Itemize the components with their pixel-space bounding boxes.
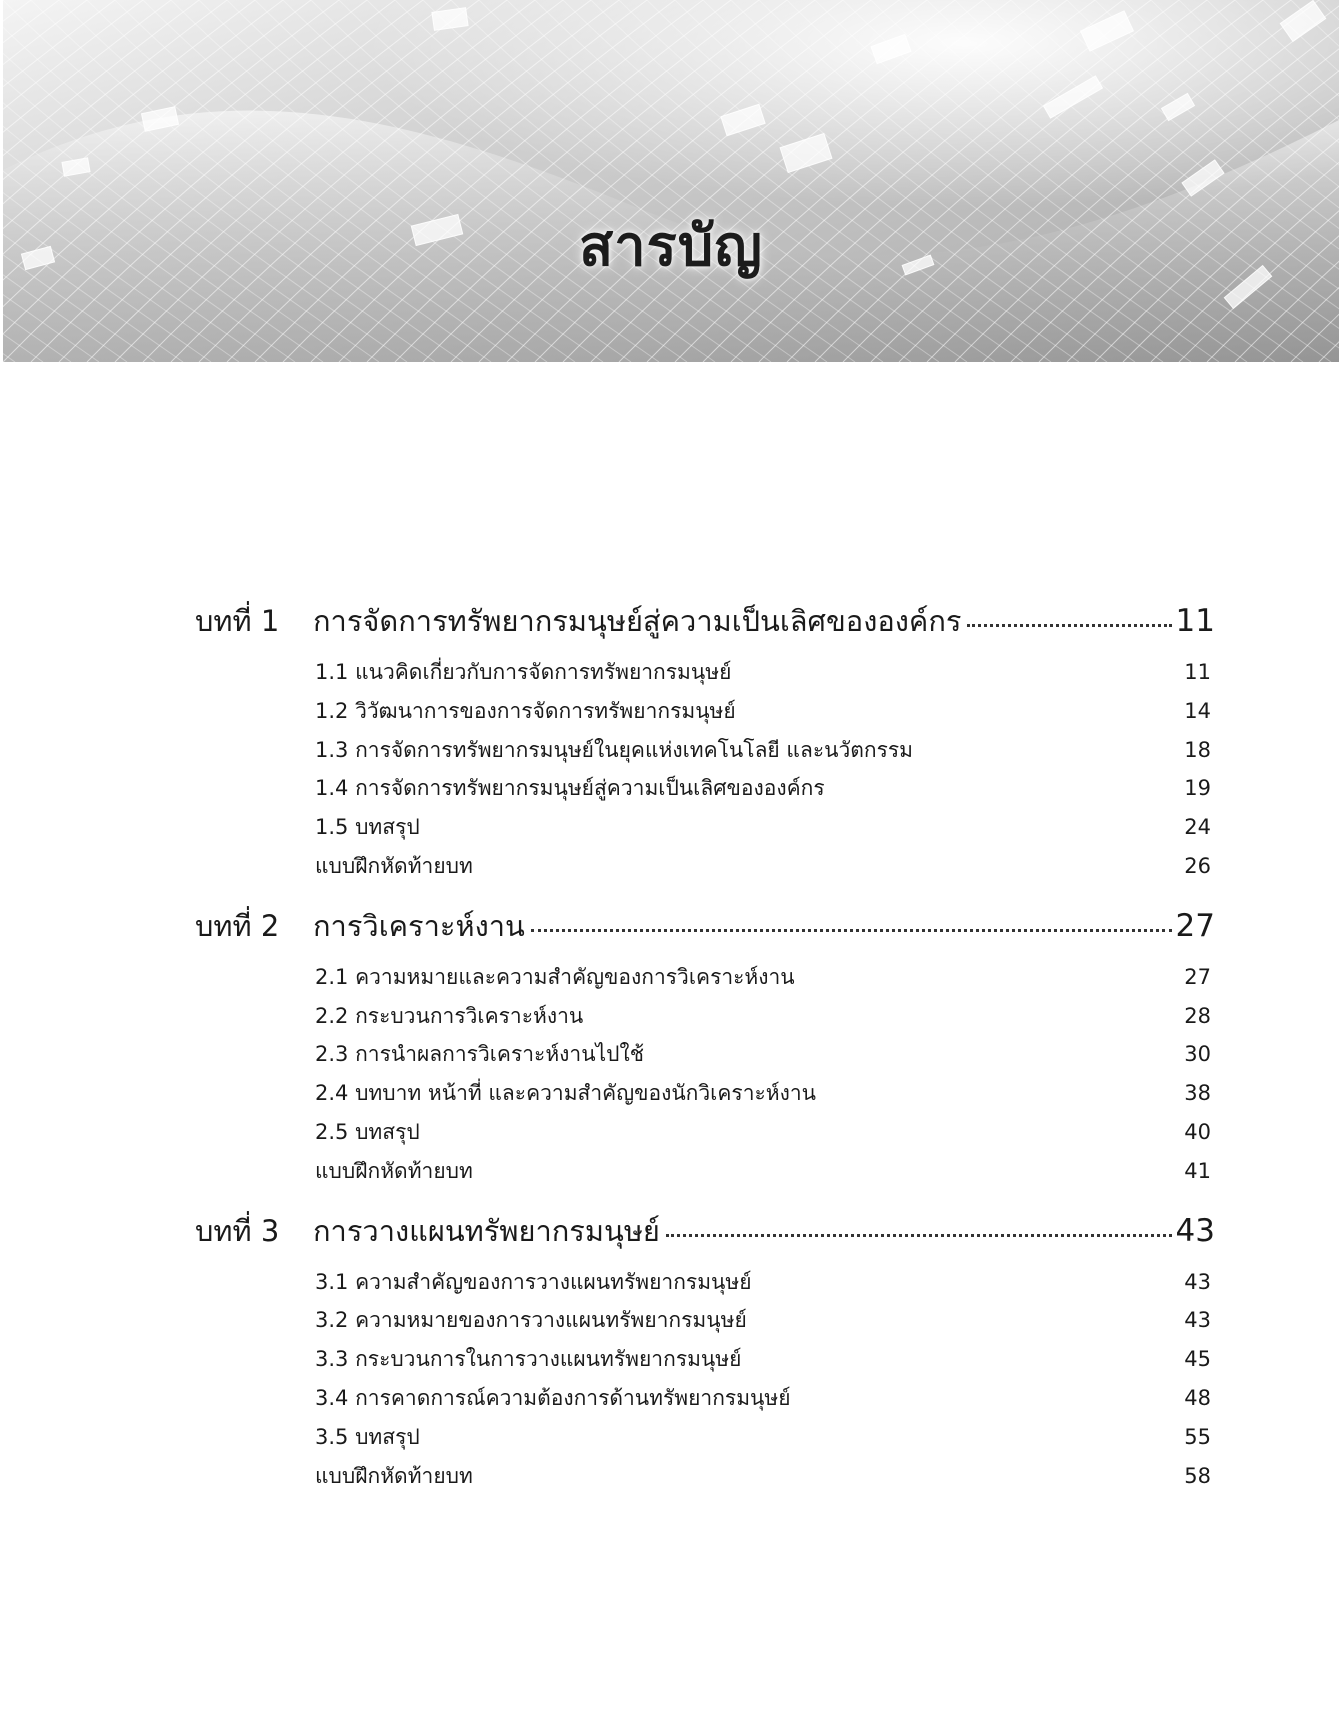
section-page-number: 40 — [1184, 1119, 1211, 1144]
section-title: 1.4 การจัดการทรัพยากรมนุษย์สู่ความเป็นเลิศขององค์กร — [315, 776, 825, 801]
section-item[interactable] — [195, 1038, 1215, 1077]
section-page-number: 18 — [1184, 737, 1211, 762]
section-page-number: 19 — [1184, 776, 1211, 801]
section-title: 3.4 การคาดการณ์ความต้องการด้านทรัพยากรมนุษย์ — [315, 1385, 791, 1410]
chapter-page-number: 27 — [1175, 907, 1215, 944]
section-page-number: 48 — [1184, 1385, 1211, 1410]
chapter-page-number: 11 — [1175, 603, 1215, 639]
section-page-number: 38 — [1184, 1081, 1211, 1106]
section-item[interactable] — [195, 811, 1215, 850]
table-of-contents — [195, 598, 1215, 1512]
chapter-label: บทที่ 1 — [195, 604, 280, 638]
section-title: 1.2 วิวัฒนาการของการจัดการทรัพยากรมนุษย์ — [315, 698, 736, 723]
section-list — [195, 656, 1215, 889]
dot-leader — [666, 1234, 1172, 1237]
section-item[interactable] — [195, 1460, 1215, 1499]
chapter-title: การจัดการทรัพยากรมนุษย์สู่ความเป็นเลิศขององค์กร — [313, 604, 962, 638]
section-page-number: 24 — [1184, 815, 1211, 840]
section-page-number: 30 — [1184, 1042, 1211, 1067]
section-item[interactable] — [195, 1304, 1215, 1343]
section-title: 2.2 กระบวนการวิเคราะห์งาน — [315, 1003, 584, 1028]
section-item[interactable] — [195, 1382, 1215, 1421]
section-page-number: 11 — [1184, 660, 1211, 684]
section-item[interactable] — [195, 1155, 1215, 1194]
section-page-number: 43 — [1184, 1269, 1211, 1294]
section-item[interactable] — [195, 1266, 1215, 1305]
banner-background — [3, 0, 1339, 362]
section-list — [195, 961, 1215, 1194]
page-title: สารบัญ — [579, 214, 763, 279]
dot-leader — [967, 624, 1171, 627]
chapter-label: บทที่ 2 — [195, 908, 280, 943]
section-item[interactable] — [195, 1000, 1215, 1039]
section-item[interactable] — [195, 961, 1215, 1000]
section-title: แบบฝึกหัดท้ายบท — [315, 853, 473, 878]
header-banner — [3, 0, 1339, 362]
section-page-number: 45 — [1184, 1347, 1211, 1372]
chapter-heading[interactable] — [195, 903, 1215, 961]
section-item[interactable] — [195, 1116, 1215, 1155]
section-item[interactable] — [195, 1077, 1215, 1116]
chapter-3 — [195, 1208, 1215, 1499]
chapter-title: การวิเคราะห์งาน — [313, 908, 525, 943]
section-title: 3.2 ความหมายของการวางแผนทรัพยากรมนุษย์ — [315, 1308, 747, 1333]
section-page-number: 55 — [1184, 1424, 1211, 1449]
chapter-page-number: 43 — [1175, 1212, 1215, 1249]
section-title: 2.4 บทบาท หน้าที่ และความสำคัญของนักวิเคราะห์งาน — [315, 1081, 817, 1106]
section-item[interactable] — [195, 656, 1215, 695]
chapter-1 — [195, 598, 1215, 889]
section-item[interactable] — [195, 695, 1215, 734]
section-page-number: 43 — [1184, 1308, 1211, 1333]
section-item[interactable] — [195, 734, 1215, 773]
section-title: 2.5 บทสรุป — [315, 1119, 420, 1144]
section-title: 3.3 กระบวนการในการวางแผนทรัพยากรมนุษย์ — [315, 1347, 742, 1372]
chapter-heading[interactable] — [195, 598, 1215, 656]
chapter-2 — [195, 903, 1215, 1194]
section-title: 3.1 ความสำคัญของการวางแผนทรัพยากรมนุษย์ — [315, 1269, 752, 1294]
section-list — [195, 1266, 1215, 1499]
section-page-number: 41 — [1184, 1158, 1211, 1183]
section-title: 1.1 แนวคิดเกี่ยวกับการจัดการทรัพยากรมนุษย์ — [315, 660, 732, 684]
section-item[interactable] — [195, 1421, 1215, 1460]
section-title: 1.5 บทสรุป — [315, 815, 420, 840]
section-title: แบบฝึกหัดท้ายบท — [315, 1158, 473, 1183]
section-title: 1.3 การจัดการทรัพยากรมนุษย์ในยุคแห่งเทคโนโลยี และนวัตกรรม — [315, 737, 913, 762]
section-page-number: 58 — [1184, 1463, 1211, 1488]
section-title: 2.3 การนำผลการวิเคราะห์งานไปใช้ — [315, 1042, 644, 1067]
chapter-heading[interactable] — [195, 1208, 1215, 1266]
section-page-number: 14 — [1184, 698, 1211, 723]
section-page-number: 27 — [1184, 964, 1211, 989]
dot-leader — [531, 929, 1172, 932]
section-item[interactable] — [195, 850, 1215, 889]
section-title: 3.5 บทสรุป — [315, 1424, 420, 1449]
section-title: 2.1 ความหมายและความสำคัญของการวิเคราะห์งาน — [315, 964, 795, 989]
section-title: แบบฝึกหัดท้ายบท — [315, 1463, 473, 1488]
chapter-title: การวางแผนทรัพยากรมนุษย์ — [313, 1213, 660, 1248]
section-item[interactable] — [195, 772, 1215, 811]
section-page-number: 28 — [1184, 1003, 1211, 1028]
chapter-label: บทที่ 3 — [195, 1213, 280, 1248]
section-page-number: 26 — [1184, 853, 1211, 878]
section-item[interactable] — [195, 1343, 1215, 1382]
